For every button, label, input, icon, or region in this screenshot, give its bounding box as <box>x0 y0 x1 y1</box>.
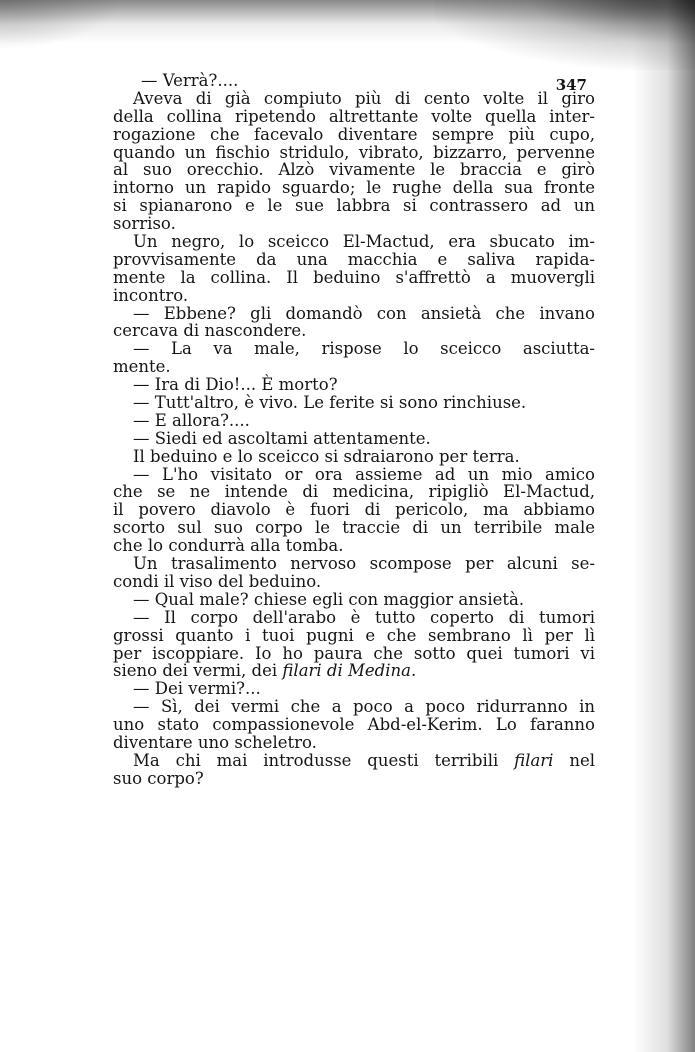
text-line <box>113 466 595 484</box>
text-line-content: scorto sul suo corpo le traccie di un terribile male <box>113 518 595 538</box>
text-line-tail: nel <box>553 750 595 770</box>
text-line <box>113 305 595 323</box>
text-line-content: il povero diavolo è fuori di pericolo, ma abbiamo <box>113 500 595 520</box>
text-line-content: uno stato compassionevole Abd-el-Kerim. Lo faranno <box>113 715 595 735</box>
text-line-content: — Siedi ed ascoltami attentamente. <box>133 428 431 448</box>
text-line-content: si spianarono e le sue labbra si contrassero ad un <box>113 196 595 216</box>
text-line <box>113 752 595 770</box>
text-line-content: condi il viso del beduino. <box>113 571 322 591</box>
text-line <box>113 72 595 90</box>
text-line-content: diventare uno scheletro. <box>113 732 317 752</box>
text-line <box>113 215 595 233</box>
text-line-content: intorno un rapido sguardo; le rughe della sua fronte <box>113 178 595 198</box>
text-line <box>113 448 595 466</box>
text-line-content: della collina ripetendo altrettante volte quella inter- <box>113 106 595 126</box>
text-line-content: — Dei vermi?... <box>133 679 261 699</box>
text-line <box>113 126 595 144</box>
text-line-content: — Il corpo dell'arabo è tutto coperto di tumori <box>133 607 595 627</box>
text-line-content: che se ne intende di medicina, ripigliò El-Mactud, <box>113 482 595 502</box>
text-line <box>113 251 595 269</box>
text-line-content: quando un fischio stridulo, vibrato, bizzarro, pervenne <box>113 142 595 162</box>
text-line-content: Un trasalimento nervoso scompose per alcuni se- <box>133 554 595 574</box>
text-line <box>113 591 595 609</box>
text-line-content: — La va male, rispose lo sceicco asciutta- <box>133 339 595 359</box>
text-line <box>113 90 595 108</box>
text-line-content: — Sì, dei vermi che a poco a poco ridurranno in <box>133 697 595 717</box>
text-line-content: che lo condurrà alla tomba. <box>113 536 344 556</box>
text-line-content: Ma chi mai introdusse questi terribili <box>133 750 515 770</box>
text-line <box>113 716 595 734</box>
text-line-content: al suo orecchio. Alzò vivamente le braccia e girò <box>113 160 595 180</box>
text-line-content: — Qual male? chiese egli con maggior ansietà. <box>133 589 525 609</box>
text-line-content: Aveva di già compiuto più di cento volte il giro <box>133 88 595 108</box>
text-line <box>113 537 595 555</box>
text-line-content: sorriso. <box>113 214 176 234</box>
text-line <box>113 555 595 573</box>
text-line-content: provvisamente da una macchia e saliva rapida- <box>113 249 595 269</box>
text-line-content: sieno dei vermi, dei <box>113 661 283 681</box>
text-line <box>113 376 595 394</box>
scan-shadow-right <box>633 0 695 1052</box>
text-line-content: — E allora?.... <box>133 410 250 430</box>
text-line <box>113 269 595 287</box>
text-line <box>113 645 595 663</box>
page-body-text <box>113 72 595 788</box>
text-line <box>113 698 595 716</box>
text-line-content: — Verrà?.... <box>141 71 239 90</box>
text-line <box>113 662 595 680</box>
text-line <box>113 233 595 251</box>
text-line-content: Un negro, lo sceicco El-Mactud, era sbucato im- <box>133 232 595 252</box>
text-line-italic: filari di Medina. <box>282 661 417 681</box>
text-line <box>113 287 595 305</box>
text-line <box>113 322 595 340</box>
text-line-content: per iscoppiare. Io ho paura che sotto quei tumori vi <box>113 643 595 663</box>
text-line-italic: filari <box>514 750 554 770</box>
page-number: 347 <box>555 76 587 94</box>
text-line <box>113 483 595 501</box>
text-line-content: rogazione che facevalo diventare sempre più cupo, <box>113 124 595 144</box>
text-line <box>113 627 595 645</box>
text-line <box>113 358 595 376</box>
text-line-content: — L'ho visitato or ora assieme ad un mio amico <box>133 464 595 484</box>
text-line <box>113 430 595 448</box>
text-line <box>113 519 595 537</box>
text-line <box>113 680 595 698</box>
text-line <box>113 340 595 358</box>
text-line <box>113 197 595 215</box>
text-line <box>113 144 595 162</box>
text-line-content: incontro. <box>113 285 189 305</box>
text-line <box>113 161 595 179</box>
text-line-content: Il beduino e lo sceicco si sdraiarono per terra. <box>133 446 520 466</box>
text-line-content: mente la collina. Il beduino s'affrettò a muovergli <box>113 267 595 287</box>
scan-shadow-corner <box>0 0 120 50</box>
text-line-content: — Tutt'altro, è vivo. Le ferite si sono rinchiuse. <box>133 393 527 413</box>
text-line <box>113 108 595 126</box>
text-line-content: — Ira di Dio!... È morto? <box>133 375 338 395</box>
text-line-content: — Ebbene? gli domandò con ansietà che invano <box>133 303 595 323</box>
text-line-content: mente. <box>113 357 171 377</box>
text-line <box>113 501 595 519</box>
text-line-content: suo corpo? <box>113 768 204 788</box>
text-line-content: grossi quanto i tuoi pugni e che sembrano lì per lì <box>113 625 595 645</box>
text-line <box>113 734 595 752</box>
text-line <box>113 394 595 412</box>
text-line-content: cercava di nascondere. <box>113 321 307 341</box>
text-line <box>113 573 595 591</box>
text-line <box>113 770 595 788</box>
text-line <box>113 179 595 197</box>
text-line <box>113 412 595 430</box>
text-line <box>113 609 595 627</box>
